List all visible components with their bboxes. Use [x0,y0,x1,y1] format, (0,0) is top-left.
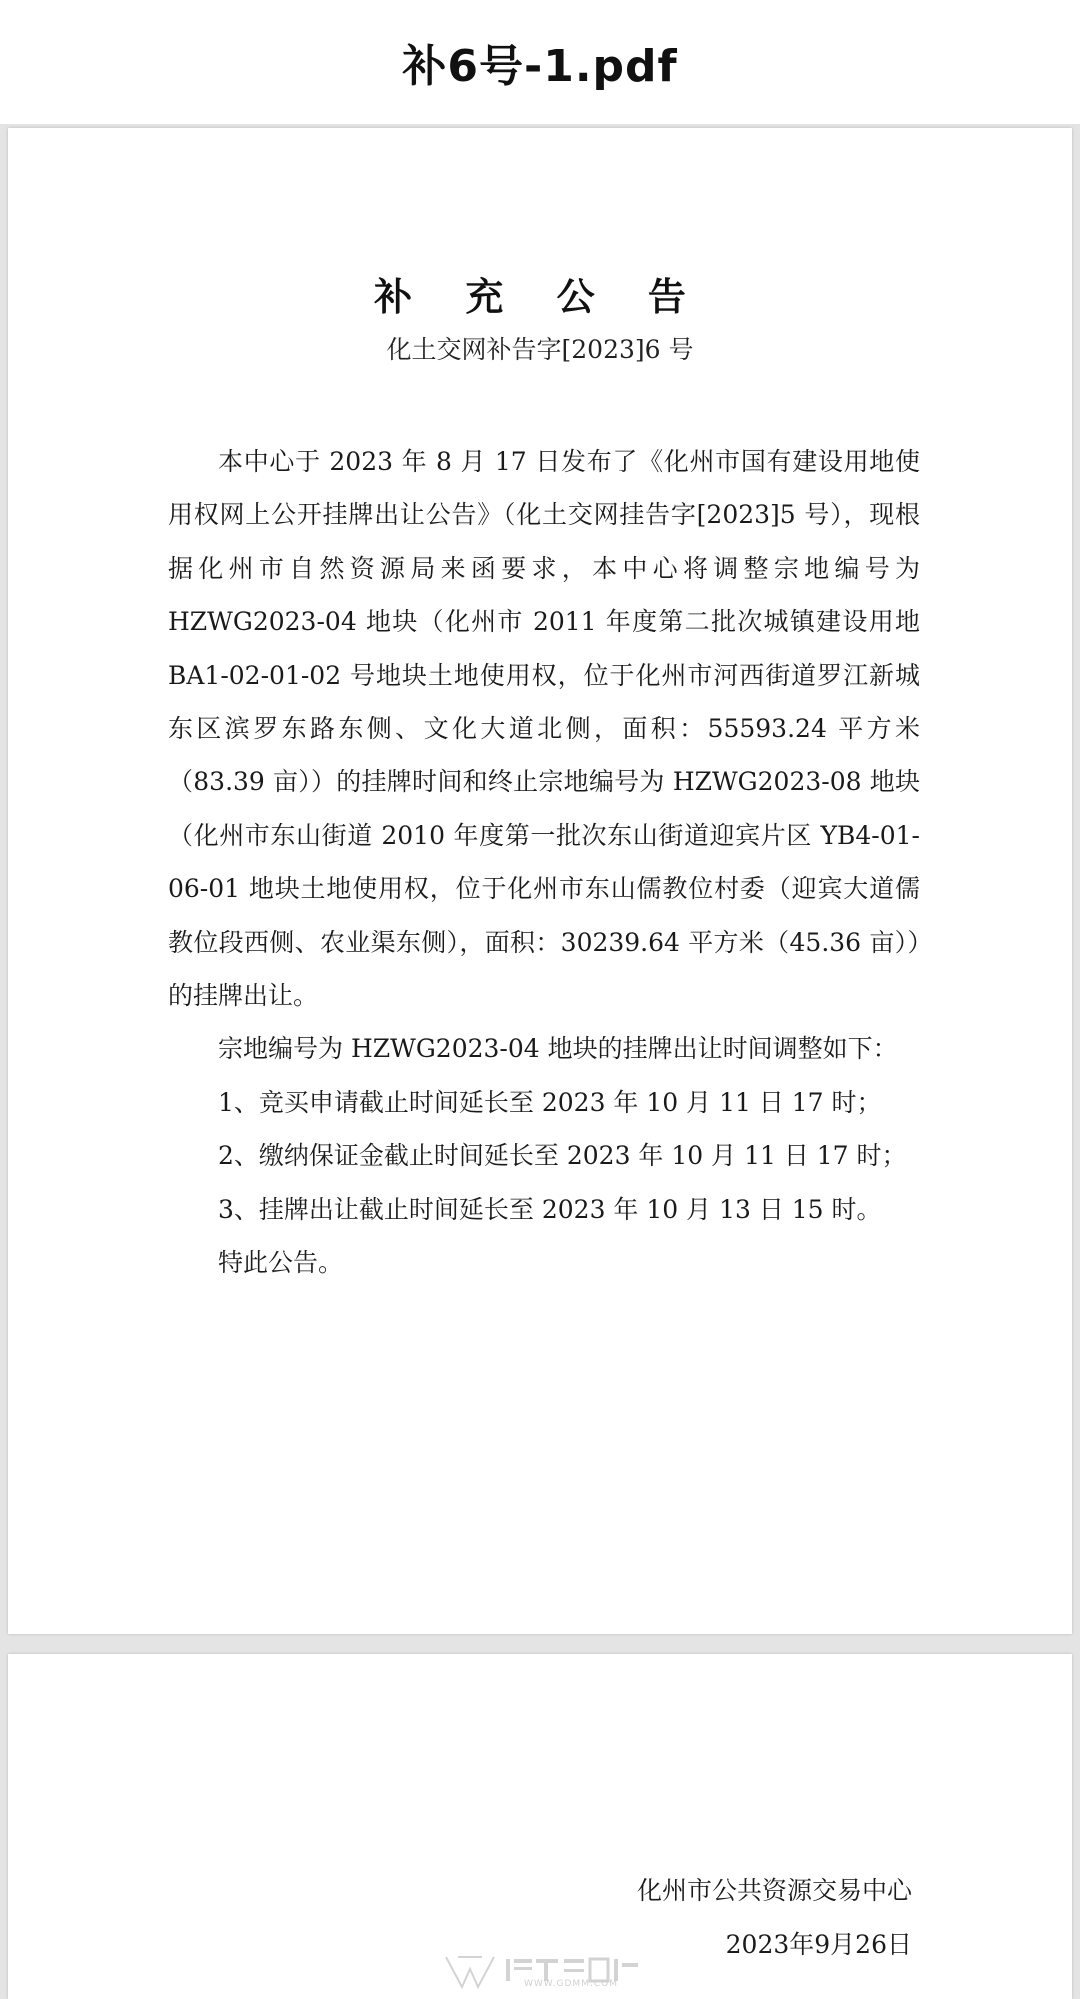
body-paragraph: 1、竞买申请截止时间延长至 2023 年 10 月 11 日 17 时； [218,1087,882,1117]
watermark-url: WWW.GDMM.COM [524,1979,618,1989]
body-paragraph: 2、缴纳保证金截止时间延长至 2023 年 10 月 11 日 17 时； [218,1141,907,1171]
pdf-viewer[interactable] [0,124,1080,1999]
issue-date: 2023年9月26日 [725,1930,912,1959]
pdf-page-1 [8,128,1072,1634]
body-paragraph: 3、挂牌出让截止时间延长至 2023 年 10 月 13 日 15 时。 [218,1194,882,1224]
file-title: 补6号-1.pdf [402,41,678,92]
issuer-name: 化州市公共资源交易中心 [636,1876,912,1905]
document-number: 化土交网补告字[2023]6 号 [386,335,694,364]
body-paragraph: 本中心于 2023 年 8 月 17 日发布了《化州市国有建设用地使用权网上公开挂牌出让公告》（化土交网挂告字[2023]5 号），现根据化州市自然资源局来函要求，本中心将调整宗地编号为 HZWG2023-04 地块（化州市 2011 年度第二批次城镇建设用地 BA1-02-01-02 号地块土地使用权，位于化州市河西街道罗江新城东区滨罗东路东侧、文化大道北侧，面积：55593.24 平方米（83.39 亩））的挂牌时间和终止宗地编号为 HZWG2023-08 地块（化州市东山街道 2010 年度第一批次东山街道迎宾片区 YB4-01-06-01 地块土地使用权，位于化州市东山儒教位村委（迎宾大道儒教位段西侧、农业渠东侧），面积：30239.64 平方米（45.36 亩））的挂牌出让。 [168,447,920,1011]
document-heading: 补 充 公 告 [374,274,706,319]
file-title-bar [0,0,1080,124]
body-paragraph: 特此公告。 [218,1248,344,1278]
watermark-logo [440,1949,650,1995]
signature-block [637,1864,912,1972]
document-body [168,435,920,1290]
pdf-page-2 [8,1654,1072,1999]
body-paragraph: 宗地编号为 HZWG2023-04 地块的挂牌出让时间调整如下： [218,1034,898,1064]
